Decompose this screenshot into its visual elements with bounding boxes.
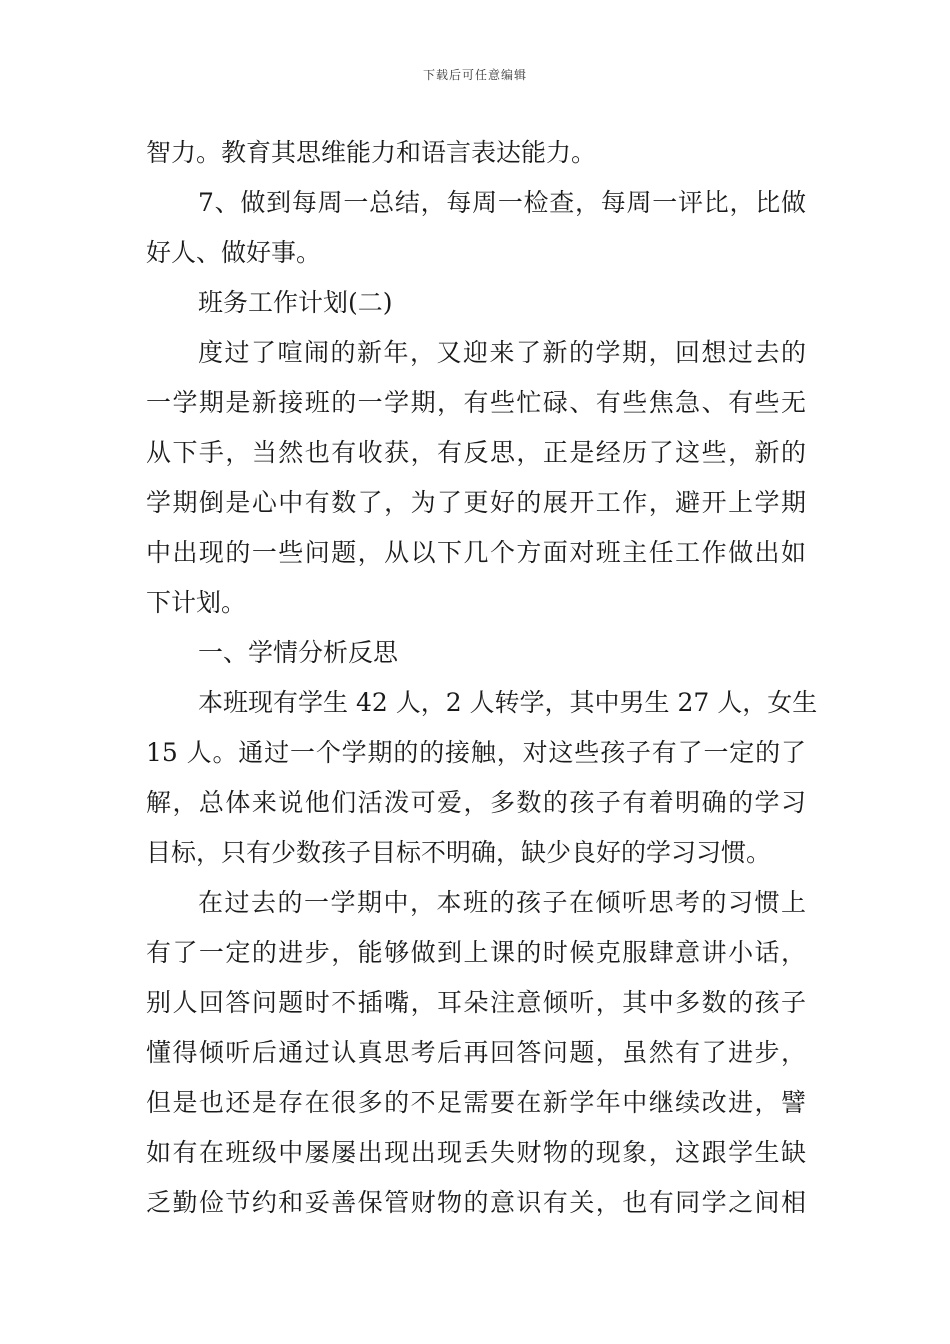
text-line: 乏勤俭节约和妥善保管财物的意识有关，也有同学之间相 [146,1188,806,1217]
text-line: 学期倒是心中有数了，为了更好的展开工作，避开上学期 [146,488,806,517]
text-line: 从下手，当然也有收获，有反思，正是经历了这些，新的 [146,438,806,467]
text-line: 中出现的一些问题，从以下几个方面对班主任工作做出如 [146,538,806,567]
text-line: 15 人。通过一个学期的的接触，对这些孩子有了一定的了 [146,738,806,767]
text-line: 一学期是新接班的一学期，有些忙碌、有些焦急、有些无 [146,388,806,417]
text-line: 在过去的一学期中，本班的孩子在倾听思考的习惯上 [198,888,806,917]
text-line: 7、做到每周一总结，每周一检查，每周一评比，比做 [198,188,806,217]
text-line: 度过了喧闹的新年，又迎来了新的学期，回想过去的 [198,338,806,367]
text-line: 好人、做好事。 [146,238,322,267]
text-line: 目标，只有少数孩子目标不明确，缺少良好的学习习惯。 [146,838,772,867]
section-title: 班务工作计划(二) [198,288,393,317]
text-line: 智力。教育其思维能力和语言表达能力。 [146,138,597,167]
text-line: 懂得倾听后通过认真思考后再回答问题，虽然有了进步， [146,1038,806,1067]
document-body [146,128,818,1228]
text-line: 如有在班级中屡屡出现出现丢失财物的现象，这跟学生缺 [146,1138,806,1167]
text-line: 解，总体来说他们活泼可爱，多数的孩子有着明确的学习 [146,788,806,817]
text-line: 别人回答问题时不插嘴，耳朵注意倾听，其中多数的孩子 [146,988,806,1017]
text-line: 本班现有学生 42 人，2 人转学，其中男生 27 人，女生 [198,688,818,717]
section-heading: 一、学情分析反思 [198,638,399,667]
text-line: 但是也还是存在很多的不足需要在新学年中继续改进，譬 [146,1088,806,1117]
text-line: 有了一定的进步，能够做到上课的时候克服肆意讲小话， [146,938,806,967]
page-header: 下载后可任意编辑 [422,68,527,82]
text-line: 下计划。 [146,588,247,617]
